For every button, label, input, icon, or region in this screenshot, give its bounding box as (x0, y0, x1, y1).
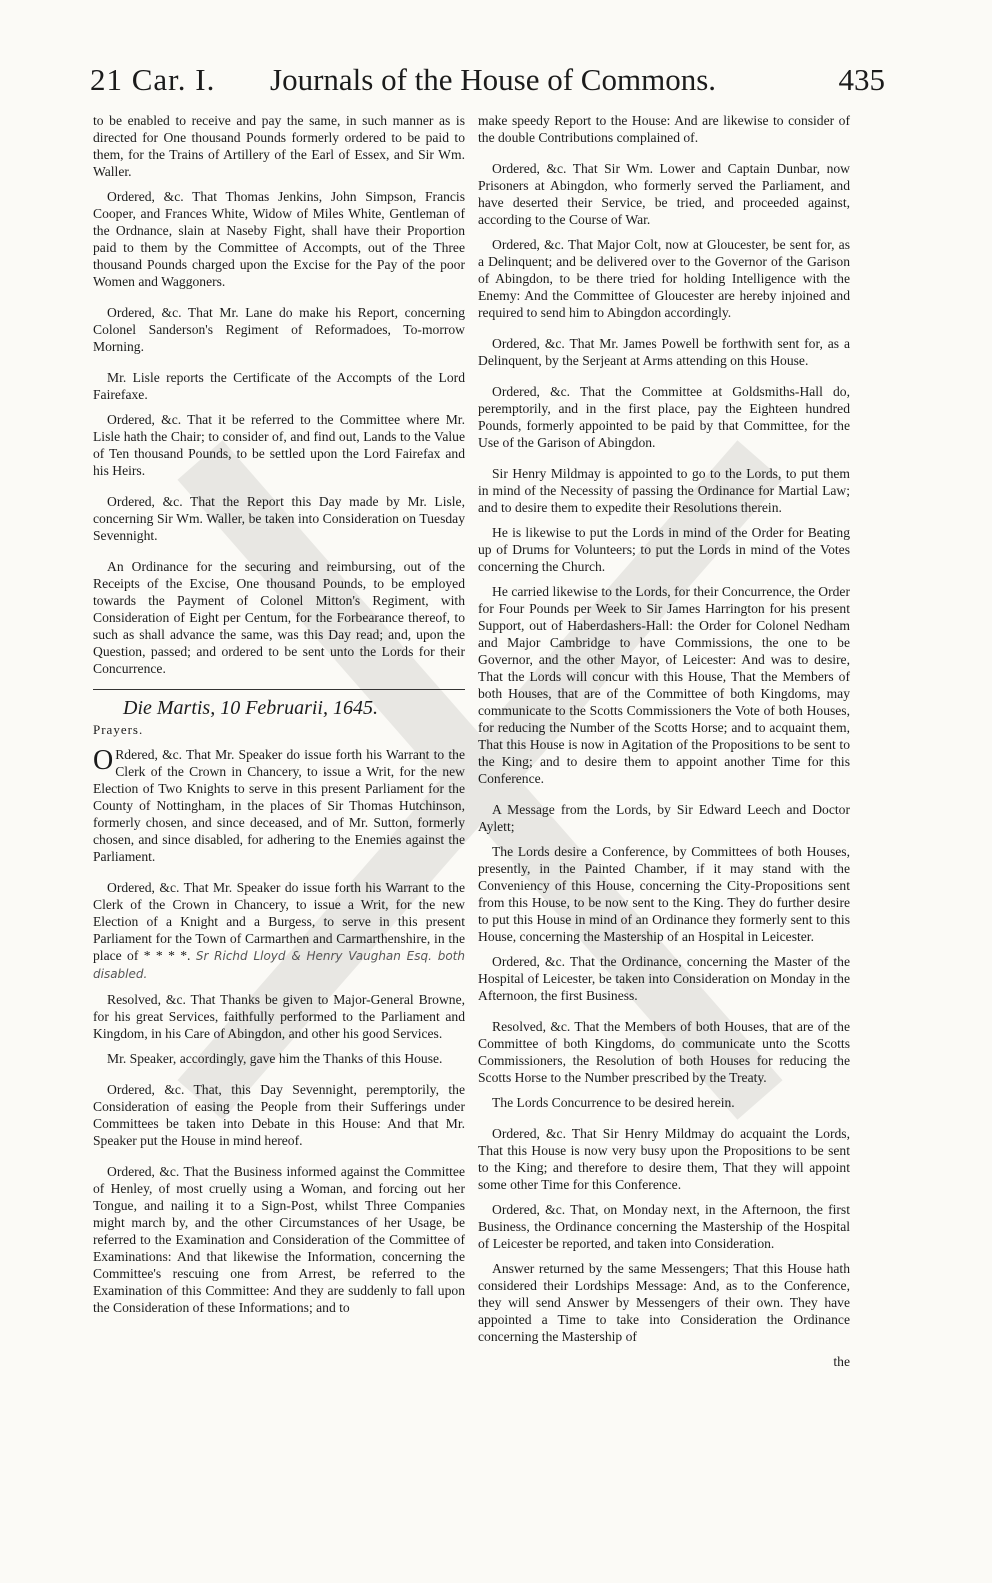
entry-paragraph: Ordered, &c. That Mr. Lane do make his Report, concerning Colonel Sanderson's Regiment of Reformadoes, To-morrow Morning. (93, 305, 465, 354)
entry-paragraph: The Lords desire a Conference, by Committees of both Houses, presently, in the Painted Chamber, if it may stand with the Conveniency of this House, concerning the City-Propositions sent from this House, to be now sent to the King. They do further desire to put this House in mind of an Ordinance they formerly sent to this House, concerning the Mastership of an Hospital in Leicester. (478, 844, 850, 944)
entry-paragraph: He is likewise to put the Lords in mind of the Order for Beating up of Drums for Volunteers; to put the Lords in mind of the Votes concerning the Church. (478, 525, 850, 574)
entry-text: Ordered, &c. That Mr. Speaker do issue forth his Warrant to the Clerk of the Crown in Chancery, to issue a Writ, for the new Election of a Knight and a Burgess, to serve in this present Parliament for the Town of Carmarthen and Carmarthenshire, in the place of * * * *. (93, 880, 465, 963)
entry-paragraph: Ordered, &c. That the Report this Day made by Mr. Lisle, concerning Sir Wm. Waller, be taken into Consideration on Tuesday Sevennight. (93, 494, 465, 543)
entry-paragraph: Ordered, &c. That Mr. James Powell be forthwith sent for, as a Delinquent, by the Serjeant at Arms attending on this House. (478, 336, 850, 368)
catchword: the (833, 1354, 850, 1369)
page-header (90, 62, 885, 108)
entry-paragraph: Ordered, &c. That Thomas Jenkins, John Simpson, Francis Cooper, and Frances White, Widow of Miles White, Gentleman of the Ordnance, slain at Naseby Fight, shall have their Proportion paid to them by the Committee of Accompts, out of the Three thousand Pounds charged upon the Excise for the Pay of the poor Women and Waggoners. (93, 189, 465, 289)
right-column (478, 112, 850, 1378)
entry-paragraph: Ordered, &c. That, on Monday next, in the Afternoon, the first Business, the Ordinance concerning the Mastership of the Hospital of Leicester be reported, and taken into Consideration. (478, 1202, 850, 1251)
entry-paragraph: Ordered, &c. That Major Colt, now at Gloucester, be sent for, as a Delinquent; and be delivered over to the Governor of the Garison of Abingdon, to be there tried for holding Intelligence with the Enemy: And the Committee of Gloucester are hereby injoined and required to send him to Abingdon accordingly. (478, 237, 850, 320)
entry-paragraph: He carried likewise to the Lords, for their Concurrence, the Order for Four Pounds per Week to Sir James Harrington for his present Support, out of Haberdashers-Hall: the Order for Colonel Nedham and Major Cambridge to have Commissions, the one to be Governor, and the other Mayor, of Leicester: And was to desire, That the Lords will concur with this House, That the Members of both Houses, that are of the Committee of both Kingdoms, may communicate to the Scotts Commissioners the Vote of both Houses, for reducing the Number of the Scotts Horse; and to acquaint them, That this House is now in Agitation of the Propositions to be sent to the King; and to desire them to appoint another Time for this Conference. (478, 584, 850, 786)
entry-paragraph: Ordered, &c. That the Ordinance, concerning the Master of the Hospital of Leicester, be taken into Consideration on Monday in the Afternoon, the first Business. (478, 954, 850, 1003)
entry-paragraph: Mr. Speaker, accordingly, gave him the Thanks of this House. (107, 1051, 443, 1066)
entry-paragraph: Ordered, &c. That Sir Henry Mildmay do acquaint the Lords, That this House is now very busy upon the Propositions to be sent to the King; and therefore to desire them, That they will appoint some other Time for this Conference. (478, 1126, 850, 1192)
entry-paragraph: Sir Henry Mildmay is appointed to go to the Lords, to put them in mind of the Necessity of passing the Ordinance for Martial Law; and to desire them to expedite their Resolutions therein. (478, 466, 850, 515)
entry-paragraph: Ordered, &c. That, this Day Sevennight, peremptorily, the Consideration of easing the People from their Sufferings under Committees be taken into Debate in this House: And that Mr. Speaker put the House in mind hereof. (93, 1082, 465, 1148)
handwritten-annotation: Sr Richd Lloyd & Henry Vaughan Esq. both disabled. (93, 949, 465, 981)
journal-title: Journals of the House of Commons. (270, 62, 717, 97)
prayers-label: Prayers. (93, 722, 144, 737)
entry-paragraph: Ordered, &c. That the Committee at Goldsmiths-Hall do, peremptorily, and in the first place, pay the Eighteen hundred Pounds, formerly appointed to be paid by that Committee, for the Use of the Garison of Abingdon. (478, 384, 850, 450)
reign-label: 21 Car. I. (90, 62, 216, 97)
day-heading: Die Martis, 10 Februarii, 1645. (123, 697, 378, 719)
entry-paragraph: Resolved, &c. That Thanks be given to Major-General Browne, for his great Services, faithfully performed to the Parliament and Kingdom, in his Care of Abingdon, and other his good Services. (93, 992, 465, 1041)
entry-paragraph: make speedy Report to the House: And are likewise to consider of the double Contributions complained of. (478, 113, 850, 145)
entry-paragraph: An Ordinance for the securing and reimbursing, out of the Receipts of the Excise, One thousand Pounds, to be employed towards the Payment of Colonel Mitton's Regiment, with Consideration of Eight per Centum, for the Forbearance thereof, to such as shall advance the same, was this Day read; and, upon the Question, passed; and ordered to be sent unto the Lords for their Concurrence. (93, 559, 465, 676)
entry-paragraph: Answer returned by the same Messengers; That this House hath considered their Lordships Message: And, as to the Conference, they will send Answer by Messengers of their own. They have appointed a Time to take into Consideration the Ordinance concerning the Mastership of (478, 1261, 850, 1344)
entry-paragraph: A Message from the Lords, by Sir Edward Leech and Doctor Aylett; (478, 802, 850, 834)
entry-paragraph (93, 879, 465, 983)
entry-paragraph: Resolved, &c. That the Members of both Houses, that are of the Committee of both Kingdoms, do communicate unto the Scotts Commissioners, the Resolution of both Houses for reducing the Scotts Horse to the Number prescribed by the Treaty. (478, 1019, 850, 1085)
page-number: 435 (838, 62, 885, 97)
section-divider (93, 689, 465, 690)
entry-paragraph: Ordered, &c. That the Business informed against the Committee of Henley, of most cruelly using a Woman, and forcing out her Tongue, and nailing it to a Sign-Post, whilst Three Companies might march by, and the other Circumstances of her Usage, be referred to the Examination and Consideration of the Committee of Examinations: And that likewise the Information, concerning the Committee's rescuing one from Arrest, be referred to the Examination of this Committee: And they are suddenly to fall upon the Consideration of these Informations; and to (93, 1164, 465, 1315)
entry-paragraph: Ordered, &c. That it be referred to the Committee where Mr. Lisle hath the Chair; to consider of, and find out, Lands to the Value of Ten thousand Pounds, to be settled upon the Lord Fairefax and his Heirs. (93, 412, 465, 478)
entry-paragraph: to be enabled to receive and pay the same, in such manner as is directed for One thousand Pounds formerly ordered to be paid to them, for the Trains of Artillery of the Earl of Essex, and Sir Wm. Waller. (93, 113, 465, 179)
entry-paragraph (93, 746, 465, 865)
entry-paragraph: Ordered, &c. That Sir Wm. Lower and Captain Dunbar, now Prisoners at Abingdon, who formerly served the Parliament, and have deserted their Service, be tried, and proceeded against, according to the Course of War. (478, 161, 850, 227)
drop-cap: O (93, 745, 114, 776)
left-column (93, 112, 465, 1324)
entry-paragraph: The Lords Concurrence to be desired herein. (492, 1095, 735, 1110)
entry-text: Rdered, &c. That Mr. Speaker do issue forth his Warrant to the Clerk of the Crown in Chancery, to issue a Writ, for the new Election of Two Knights to serve in this present Parliament for the County of Nottingham, in the places of Sir Thomas Hutchinson, formerly chosen, and since deceased, and of Mr. Sutton, formerly chosen, and since disabled, for adhering to the Enemies against the Parliament. (93, 747, 465, 864)
entry-paragraph: Mr. Lisle reports the Certificate of the Accompts of the Lord Fairefaxe. (93, 370, 465, 402)
